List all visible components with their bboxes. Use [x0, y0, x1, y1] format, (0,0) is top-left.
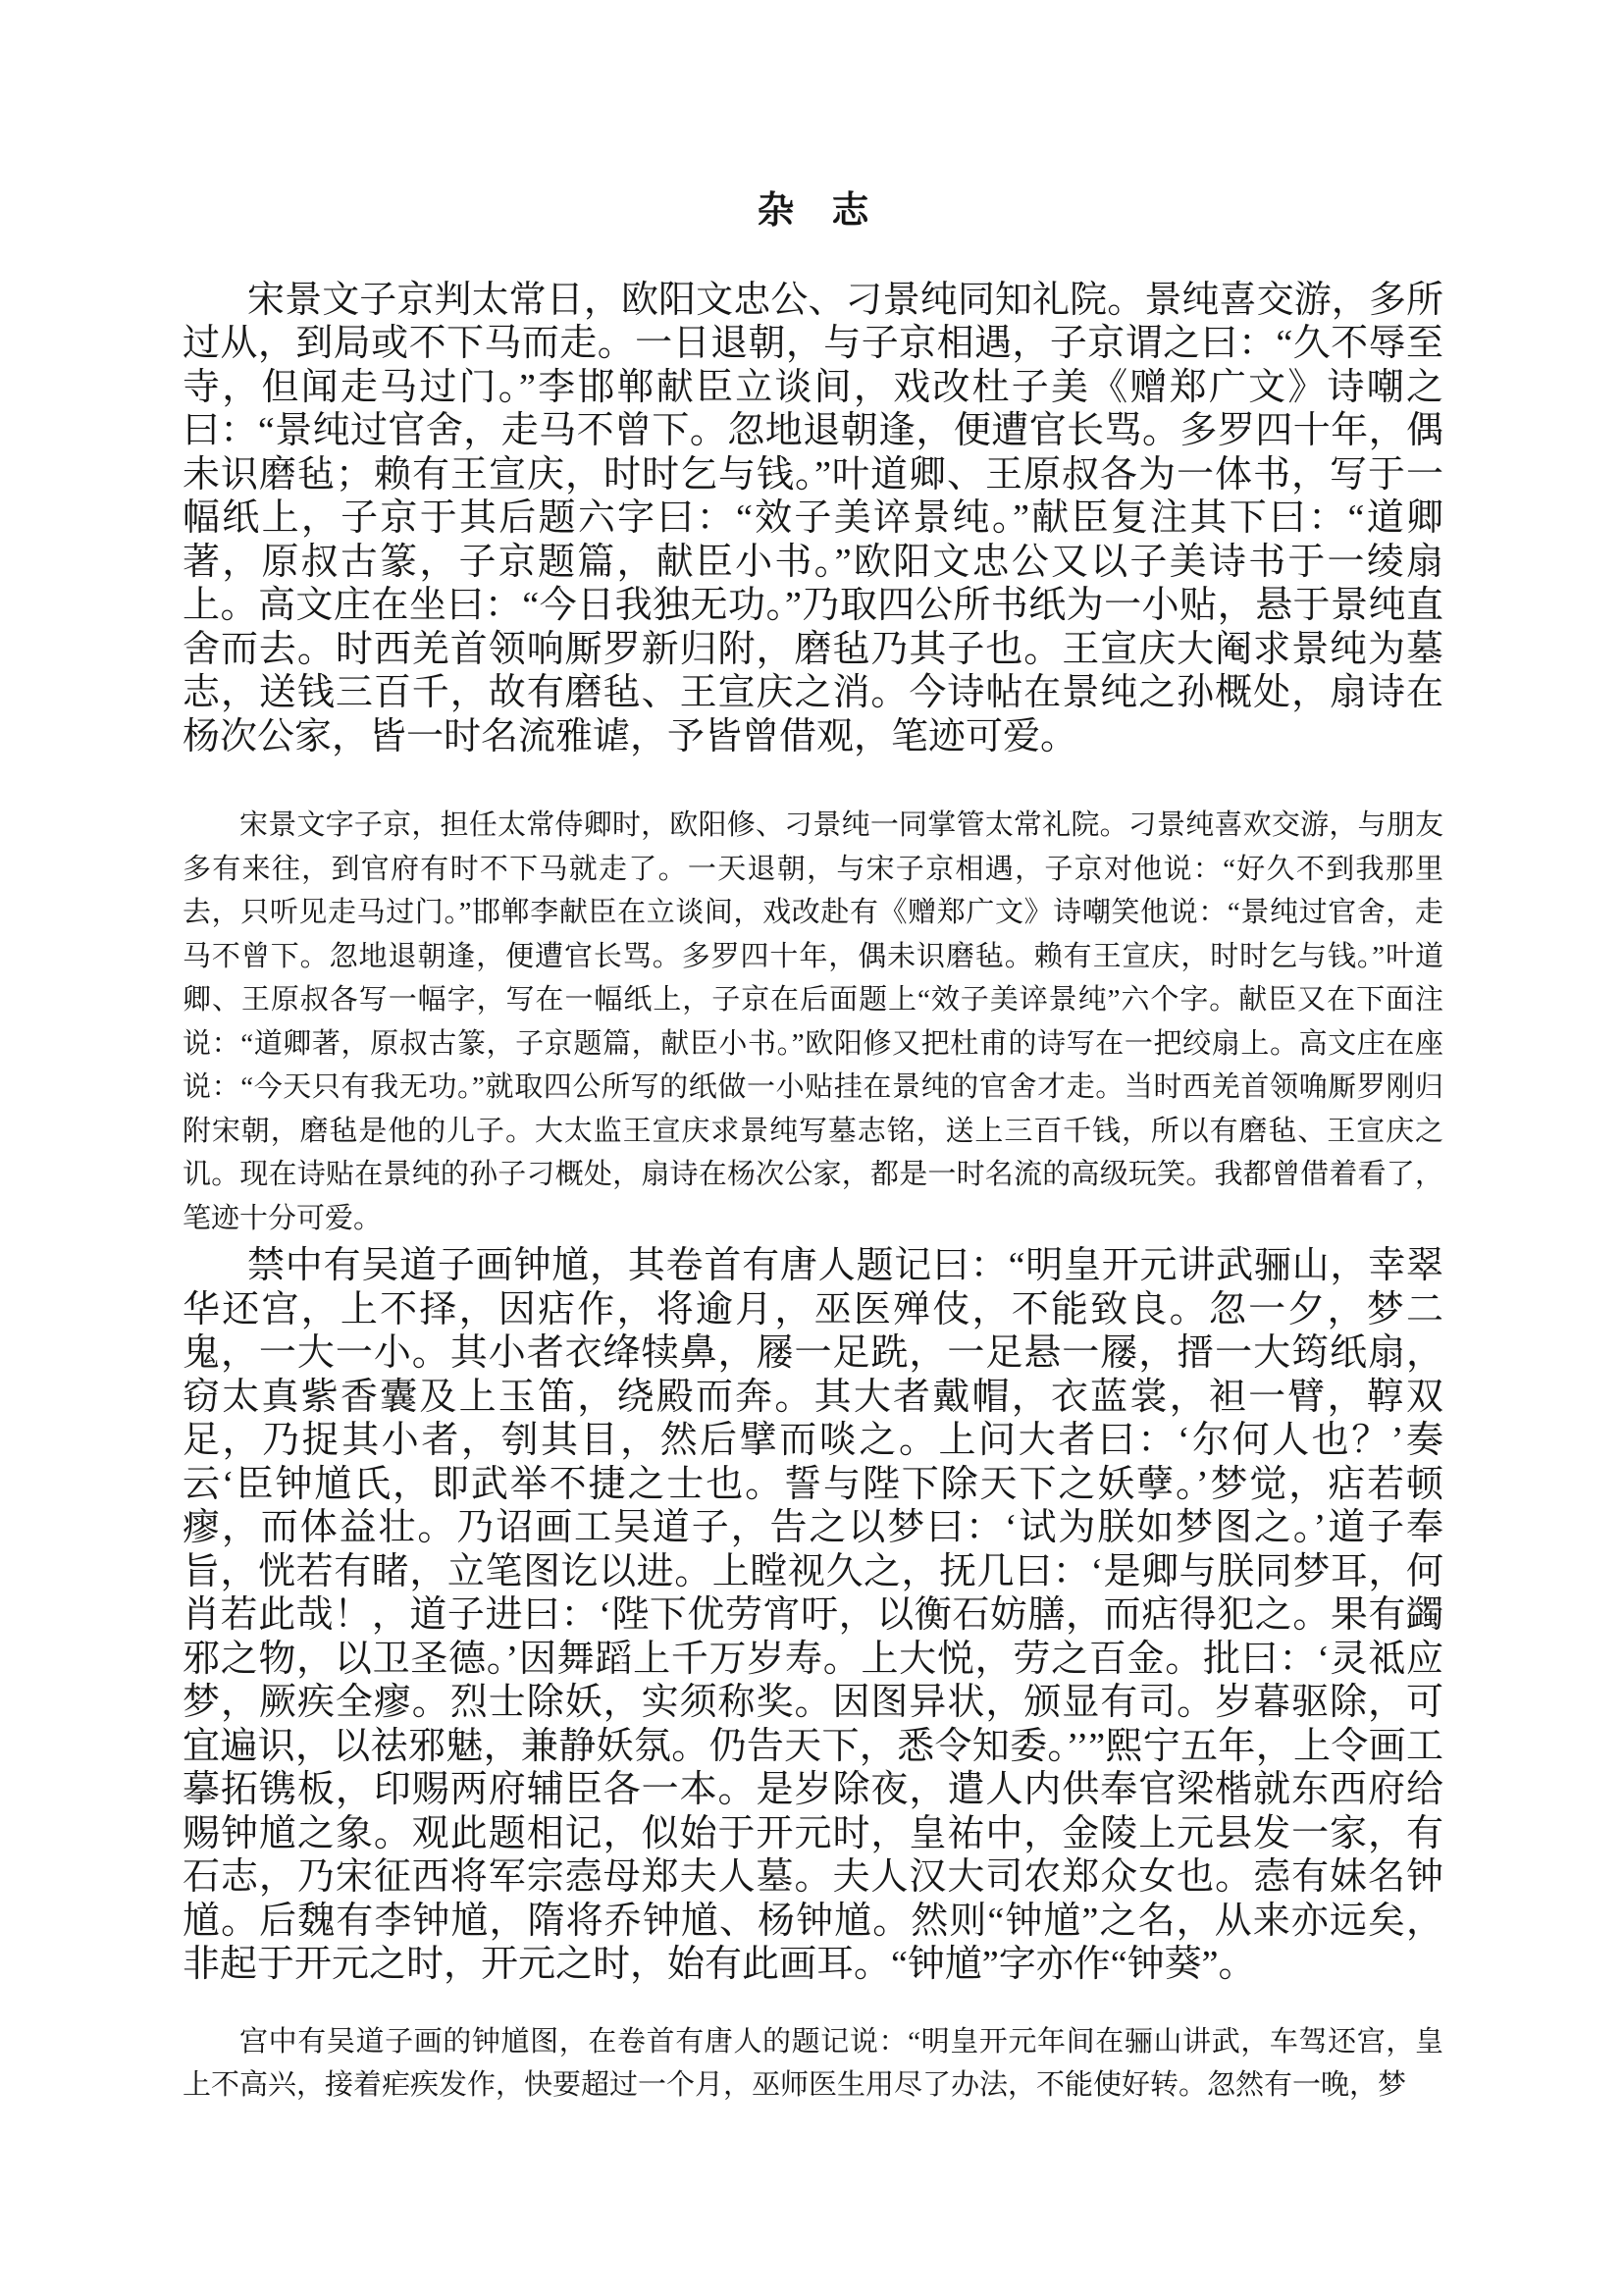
- classical-paragraph-2: 禁中有吴道子画钟馗，其卷首有唐人题记曰：“明皇开元讲武骊山，幸翠华还宫，上不择，因痁作，将逾月，巫医殚伎，不能致良。忽一夕，梦二鬼，一大一小。其小者衣绛犊鼻，屦一足跣，一足悬一屦，搢一大筠纸扇，窃太真紫香囊及上玉笛，绕殿而奔。其大者戴帽，衣蓝裳，袒一臂，鞟双足，乃捉其小者，刳其目，然后擘而啖之。上问大者曰：‘尔何人也？’奏云‘臣钟馗氏，即武举不捷之士也。誓与陛下除天下之妖孽。’梦觉，痁若顿瘳，而体益壮。乃诏画工吴道子，告之以梦曰：‘试为朕如梦图之。’道子奉旨，恍若有睹，立笔图讫以进。上瞠视久之，抚几曰：‘是卿与朕同梦耳，何肖若此哉！，道子进曰：‘陛下优劳宵吁，以衡石妨膳，而痁得犯之。果有蠲邪之物，以卫圣德。’因舞蹈上千万岁寿。上大悦，劳之百金。批曰：‘灵祗应梦，厥疾全瘳。烈士除妖，实须称奖。因图异状，颁显有司。岁暮驱除，可宜遍识，以祛邪魅，兼静妖氛。仍告天下，悉令知委。’’”熙宁五年，上令画工摹拓镌板，印赐两府辅臣各一本。是岁除夜，遣人内供奉官梁楷就东西府给赐钟馗之象。观此题相记，似始于开元时，皇祐中，金陵上元县发一家，有石志，乃宋征西将军宗悫母郑夫人墓。夫人汉大司农郑众女也。悫有妹名钟馗。后魏有李钟馗，隋将乔钟馗、杨钟馗。然则“钟馗”之名，从来亦远矣，非起于开元之时，开元之时，始有此画耳。“钟馗”字亦作“钟葵”。: [183, 1245, 1443, 1985]
- document-page: [183, 0, 1443, 2108]
- page-title: 杂 志: [757, 190, 869, 232]
- classical-paragraph-1: 宋景文子京判太常日，欧阳文忠公、刁景纯同知礼院。景纯喜交游，多所过从，到局或不下马而走。一日退朝，与子京相遇，子京谓之曰：“久不辱至寺，但闻走马过门。”李邯郸献臣立谈间，戏改杜子美《赠郑广文》诗嘲之曰：“景纯过官舍，走马不曾下。忽地退朝逢，便遭官长骂。多罗四十年，偶未识磨毡；赖有王宣庆，时时乞与钱。”叶道卿、王原叔各为一体书，写于一幅纸上，子京于其后题六字曰：“效子美谇景纯。”献臣复注其下曰：“道卿著，原叔古篆，子京题篇，献臣小书。”欧阳文忠公又以子美诗书于一绫扇上。高文庄在坐曰：“今日我独无功。”乃取四公所书纸为一小贴，悬于景纯直舍而去。时西羌首领响厮罗新归附，磨毡乃其子也。王宣庆大阉求景纯为墓志，送钱三百千，故有磨毡、王宣庆之消。今诗帖在景纯之孙概处，扇诗在杨次公家，皆一时名流雅谑，予皆曾借观，笔迹可爱。: [183, 279, 1443, 757]
- translation-paragraph-2: 宫中有吴道子画的钟馗图，在卷首有唐人的题记说：“明皇开元年间在骊山讲武，车驾还宫，皇上不高兴，接着疟疾发作，快要超过一个月，巫师医生用尽了办法，不能使好转。忽然有一晚，梦: [183, 2025, 1443, 2101]
- translation-paragraph-1: 宋景文字子京，担任太常侍卿时，欧阳修、刁景纯一同掌管太常礼院。刁景纯喜欢交游，与朋友多有来往，到官府有时不下马就走了。一天退朝，与宋子京相遇，子京对他说：“好久不到我那里去，只听见走马过门。”邯郸李献臣在立谈间，戏改赴有《赠郑广文》诗嘲笑他说：“景纯过官舍，走马不曾下。忽地退朝逢，便遭官长骂。多罗四十年，偶未识磨毡。赖有王宣庆，时时乞与钱。”叶道卿、王原叔各写一幅字，写在一幅纸上，子京在后面题上“效子美谇景纯”六个字。献臣又在下面注说：“道卿著，原叔古篆，子京题篇，献臣小书。”欧阳修又把杜甫的诗写在一把绞扇上。高文庄在座说：“今天只有我无功。”就取四公所写的纸做一小贴挂在景纯的官舍才走。当时西羌首领唃厮罗刚归附宋朝，磨毡是他的儿子。大太监王宣庆求景纯写墓志铭，送上三百千钱，所以有磨毡、王宣庆之讥。现在诗贴在景纯的孙子刁概处，扇诗在杨次公家，都是一时名流的高级玩笑。我都曾借着看了，笔迹十分可爱。: [183, 809, 1443, 1234]
